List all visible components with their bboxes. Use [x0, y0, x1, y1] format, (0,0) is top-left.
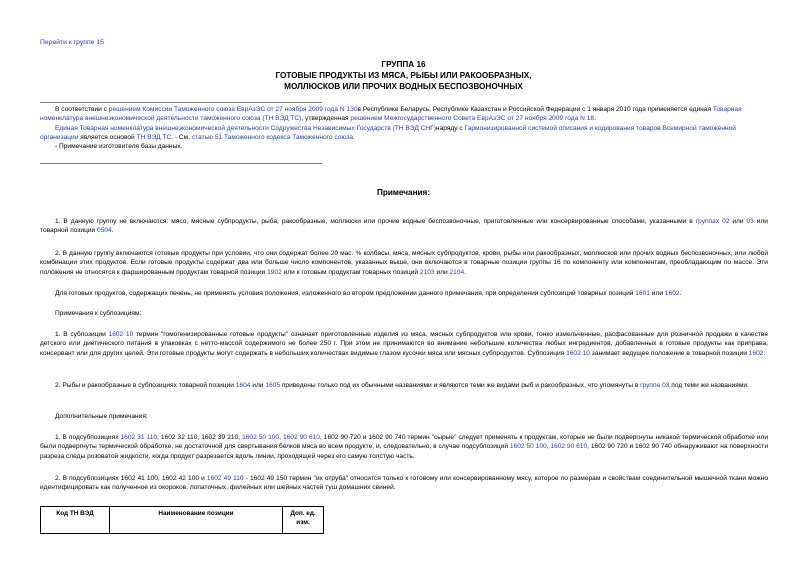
note-3	[40, 289, 768, 298]
link-2103[interactable]: 2103	[419, 268, 435, 276]
text: или	[434, 268, 450, 276]
text: , 1602 32 110, 1602 39 210,	[157, 434, 243, 441]
text: .	[464, 268, 466, 276]
link-1605[interactable]: 1605	[265, 382, 280, 389]
text: , 1602 90 720 и 1602 90 740 термин "сырые" следует применять к продуктам, которые не были подвергнуты никакой термической обработке или были подвергнуты термической обработке, не достаточной для свертывания белков мяса во всем продукте, и, следовательно, в случае подсубпозиций	[40, 434, 768, 451]
link-1602-90-610[interactable]: 1602 90 610	[282, 434, 320, 441]
link-1602[interactable]: 1602	[664, 290, 680, 297]
col-code-header: Код ТН ВЭД	[41, 507, 110, 534]
text: , утвержденная	[301, 115, 351, 123]
col-unit-header	[283, 507, 324, 534]
link-1604[interactable]: 1604	[235, 382, 251, 389]
text: или	[250, 382, 266, 389]
text: .	[763, 349, 766, 357]
text: или	[729, 218, 747, 225]
link-tn-ved-ts[interactable]: Товарная номенклатура внешнеэкономической деятельности таможенного союза (ТН ВЭД ТС)	[40, 106, 742, 123]
text: . - См.	[171, 134, 192, 142]
divider-top	[40, 102, 322, 103]
text: 1. В подсубпозициях	[55, 434, 121, 441]
text: , 1602 90 720 и 1602 90 740 обнаруживают на поверхности разреза следы розоватой жидкости, когда продукт разрезается вдоль линии, проходящей через его самую толстую часть.	[40, 443, 769, 460]
tariff-table-grid	[40, 506, 324, 534]
link-group-03[interactable]: 03	[746, 218, 754, 225]
notes-heading: Примечания:	[376, 188, 431, 197]
subnote-1	[40, 330, 768, 358]
link-commission-decision[interactable]: решением Комиссии Таможенного союза ЕврАзЭС от 27 ноября 2009 года N 130	[108, 106, 358, 113]
text: .	[594, 115, 596, 123]
link-1602-50-100[interactable]: 1602 50 100	[242, 434, 280, 441]
link-1601[interactable]: 1601	[635, 290, 650, 297]
text: ,	[279, 434, 283, 441]
text: или	[649, 290, 665, 297]
text: 2. В данную группу включаются готовые продукты при условии, что они содержат более 20 мас. % колбасы, мяса, мясных субпродуктов, крови, рыбы или ракообразных, моллюсков или прочих водных беспозвоночных, или любой комбинации этих продуктов. Если готовые продукты содержат два или больше число компонентов, указанных выше, они включаются в товарные позиции группы 16 по компоненту или компонентам, преобладающим по массе. Эти положения не относятся к фаршированным продуктам товарной позиции	[40, 250, 768, 276]
subnote-2	[40, 381, 768, 390]
text: в Республике Беларусь, Республике Казахстан и Российской Федерации с 1 января 2010 года применяется единая	[357, 106, 713, 113]
text: ,	[546, 443, 551, 451]
link-2104[interactable]: 2104	[449, 268, 465, 276]
editor-note	[40, 105, 768, 152]
link-1902[interactable]: 1902	[267, 268, 282, 276]
subheading-notes: Примечания к субпозициям:	[55, 310, 142, 317]
intro-paragraph-2	[40, 124, 768, 143]
text: или товарной позиции	[40, 218, 768, 235]
text: 1. В субпозиции	[55, 331, 109, 338]
additional-note-1	[40, 433, 768, 461]
link-0504[interactable]: 0504	[97, 227, 112, 235]
link-1602-10-b[interactable]: 1602 10	[566, 349, 590, 357]
link-tn-ved-ts-2[interactable]: ТН ВЭД ТС	[136, 134, 172, 142]
prev-group-link[interactable]: Перейти к группе 15	[40, 39, 104, 46]
text: или к готовым продуктам товарных позиций	[281, 268, 420, 276]
link-1602-31-110[interactable]: 1602 31 110	[120, 434, 158, 441]
link-1602-50-100-b[interactable]: 1602 50 100	[509, 443, 547, 451]
text: 2. В подсубпозициях 1602 41 100, 1602 42 100 и	[55, 475, 207, 482]
link-tn-ved-sng[interactable]: Единая Товарная номенклатура внешнеэкономической деятельности Содружества Независимых Государств (ТН ВЭД СНГ)	[55, 124, 436, 132]
link-1602-49-110[interactable]: 1602 49 110	[206, 475, 244, 482]
table-header-row	[41, 507, 324, 534]
link-1602-90-610-b[interactable]: 1602 90 610	[550, 443, 588, 451]
title-line-1: ГРУППА 16	[381, 60, 426, 69]
link-1602-b[interactable]: 1602	[748, 349, 764, 357]
link-group-03-b[interactable]: группе 03	[640, 382, 670, 389]
text: Для готовых продуктов, содержащих печень, не применять условия положения, изложенного во втором предложении данного примечания, при определении субпозиций товарных позиций	[55, 290, 636, 297]
additional-notes-heading: Дополнительные примечания:	[55, 413, 148, 420]
title-line-3: МОЛЛЮСКОВ ИЛИ ПРОЧИХ ВОДНЫХ БЕСПОЗВОНОЧНЫХ	[284, 81, 523, 91]
text: занимает ведущее положение в товарной позиции	[589, 349, 749, 357]
col-unit-line-1: Доп. ед.	[290, 510, 316, 517]
text: - 1602 49 150 термин "их отруба" относится только к готовому или консервированному мясу, которое по размерам и свойствам соединительной мышечной ткани можно идентифицировать как полученное из окороков, лопаточных, филейных или шейных частей туш домашних свиней.	[40, 475, 769, 492]
text: наряду с	[435, 124, 465, 132]
text: .	[111, 227, 114, 235]
link-group-02[interactable]: группах 02	[695, 218, 730, 225]
intro-paragraph-3: - Примечание изготовителя базы данных.	[55, 143, 183, 151]
col-unit-line-2: изм.	[296, 519, 310, 527]
text: .	[353, 134, 355, 142]
tariff-table	[40, 506, 324, 534]
page-title	[0, 60, 807, 92]
link-1602-10[interactable]: 1602 10	[108, 331, 134, 338]
col-name-header: Наименование позиции	[110, 507, 283, 534]
note-1	[40, 217, 768, 236]
text: термин "гомогенизированные готовые продукты" означает приготовленные изделия из мяса, мясных субпродуктов или крови, тонко измельченные, расфасованные для розничной продажи в качестве детского или диетического питания в упаковках с нетто-массой содержимого не более 250 г. При этом не принимаются во внимание небольшие количества любых ингредиентов, добавленных в готовые продукты как приправа, консервант или для других целей. Эти готовые продукты могут содержать в небольших количествах видимые глазом кусочки мяса или мясных субпродуктов. Субпозиция	[40, 331, 768, 357]
link-council-decision[interactable]: решением Межгосударственного Совета ЕврАзЭС от 27 ноября 2009 года N 18	[350, 115, 595, 123]
divider-bottom	[40, 163, 322, 164]
intro-paragraph-1	[40, 105, 768, 124]
note-2	[40, 249, 768, 277]
link-customs-code-article[interactable]: статью 51 Таможенного кодекса Таможенного союза	[191, 134, 354, 142]
text: 1. В данную группу не включаются: мясо, мясные субпродукты, рыба, ракообразные, моллюски или прочие водные беспозвоночные, приготовленные или консервированные способами, указанными в	[55, 218, 696, 225]
text: под теми же названиями.	[669, 382, 749, 389]
title-line-2: ГОТОВЫЕ ПРОДУКТЫ ИЗ МЯСА, РЫБЫ ИЛИ РАКООБРАЗНЫХ,	[275, 70, 532, 80]
link-harmonized-system[interactable]: Гармонизированной системой описания и кодирования товаров Всемирной таможенной организации	[40, 124, 736, 142]
text: приведены только под их обычными названиями и являются теми же видами рыб и ракообразных, что упомянуты в	[280, 382, 641, 389]
additional-note-2	[40, 474, 768, 493]
text: является основой	[78, 134, 137, 142]
text: В соответствии с	[55, 106, 109, 113]
text: .	[679, 290, 682, 297]
text: 2. Рыбы и ракообразные в субпозициях товарной позиции	[55, 382, 236, 389]
